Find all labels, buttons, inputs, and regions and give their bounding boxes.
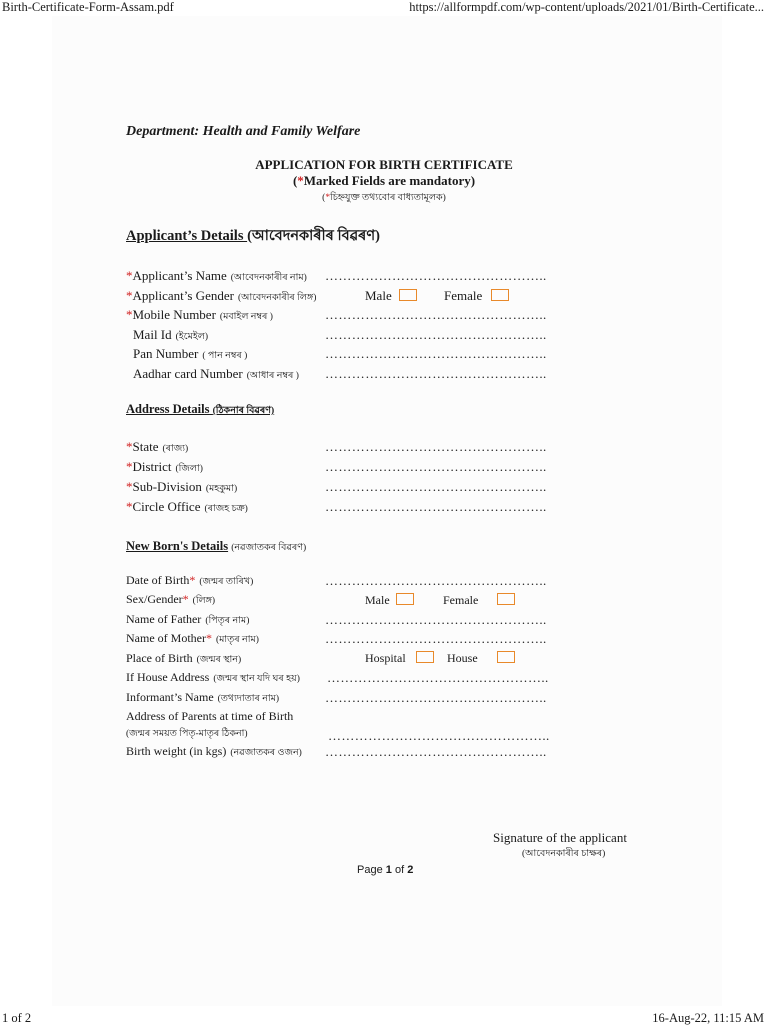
- fill-in-line[interactable]: …………………………………………..: [327, 670, 549, 685]
- applicant-female-checkbox[interactable]: [491, 289, 509, 301]
- field-label: Name of Mother* (মাতৃৰ নাম): [126, 631, 259, 645]
- mandatory-note-assamese: (*চিহ্নযুক্ত তথ্যবোৰ বাধ্যতামূলক): [322, 193, 446, 203]
- field-label: Aadhar card Number (আধাৰ নম্বৰ ): [133, 366, 299, 381]
- field-label: Mail Id (ইমেইল): [133, 327, 209, 342]
- signature-label-assamese: (আবেদনকাৰীৰ চাক্ষৰ): [522, 849, 606, 859]
- newborn-male-checkbox[interactable]: [396, 593, 414, 605]
- address-details-heading: Address Details (ঠিকনাৰ বিৱৰণ): [126, 402, 275, 416]
- field-label: If House Address (জন্মৰ স্থান যদি ঘৰ হয়): [126, 670, 300, 684]
- mandatory-star: *: [297, 173, 304, 188]
- fill-in-line[interactable]: …………………………………………..: [325, 612, 547, 627]
- applicant-male-checkbox[interactable]: [399, 289, 417, 301]
- page-indicator: Page 1 of 2: [357, 864, 414, 876]
- signature-label: Signature of the applicant: [493, 830, 627, 845]
- fill-in-line[interactable]: …………………………………………..: [325, 573, 547, 588]
- field-label: *Circle Office (ৰাজহ চক্ৰ): [126, 499, 248, 514]
- field-label: Birth weight (in kgs) (নৱজাতকৰ ওজন): [126, 744, 302, 758]
- applicant-male-label: Male: [365, 288, 392, 303]
- fill-in-line[interactable]: …………………………………………..: [325, 346, 547, 361]
- field-label: Place of Birth (জন্মৰ স্থান): [126, 651, 242, 665]
- fill-in-line[interactable]: …………………………………………..: [325, 459, 547, 474]
- place-house-checkbox[interactable]: [497, 651, 515, 663]
- field-label: Date of Birth* (জন্মৰ তাৰিখ): [126, 573, 254, 587]
- place-hospital-checkbox[interactable]: [416, 651, 434, 663]
- form-title: APPLICATION FOR BIRTH CERTIFICATE: [255, 157, 513, 172]
- department-title: Department: Health and Family Welfare: [126, 124, 361, 139]
- place-house-label: House: [447, 651, 478, 665]
- place-hospital-label: Hospital: [365, 651, 406, 665]
- fill-in-line[interactable]: …………………………………………..: [325, 690, 547, 705]
- field-label: *State (ৰাজ্য): [126, 439, 189, 454]
- newborn-male-label: Male: [365, 593, 390, 607]
- applicant-details-heading: Applicant’s Details (আবেদনকাৰীৰ বিৱৰণ): [126, 228, 380, 244]
- pdf-filename: Birth-Certificate-Form-Assam.pdf: [2, 0, 174, 14]
- pdf-url[interactable]: https://allformpdf.com/wp-content/uploads/2021/01/Birth-Certificate...: [409, 0, 764, 14]
- field-label: *Applicant’s Gender (আবেদনকাৰীৰ লিঙ্গ): [126, 288, 317, 303]
- field-label: Sex/Gender* (লিঙ্গ): [126, 592, 216, 606]
- fill-in-line[interactable]: …………………………………………..: [328, 728, 550, 743]
- fill-in-line[interactable]: …………………………………………..: [325, 499, 547, 514]
- fill-in-line[interactable]: …………………………………………..: [325, 366, 547, 381]
- field-label: Name of Father (পিতৃৰ নাম): [126, 612, 250, 626]
- fill-in-line[interactable]: …………………………………………..: [325, 439, 547, 454]
- fill-in-line[interactable]: …………………………………………..: [325, 307, 547, 322]
- field-label: *Sub-Division (মহকুমা): [126, 479, 238, 494]
- field-label: *Mobile Number (মবাইল নম্বৰ ): [126, 307, 273, 322]
- fill-in-line[interactable]: …………………………………………..: [325, 327, 547, 342]
- newborn-female-label: Female: [443, 593, 479, 607]
- print-page-count: 1 of 2: [2, 1011, 32, 1025]
- fill-in-line[interactable]: …………………………………………..: [325, 744, 547, 759]
- fill-in-line[interactable]: …………………………………………..: [325, 268, 547, 283]
- fill-in-line[interactable]: …………………………………………..: [325, 479, 547, 494]
- applicant-female-label: Female: [444, 288, 483, 303]
- field-label: Address of Parents at time of Birth (জন্মৰ সময়ত পিতৃ-মাতৃৰ ঠিকনা): [126, 709, 294, 739]
- field-label: Informant’s Name (তথ্যদাতাৰ নাম): [126, 690, 280, 704]
- field-label: Pan Number ( পান নম্বৰ ): [133, 346, 248, 361]
- print-timestamp: 16-Aug-22, 11:15 AM: [652, 1011, 764, 1025]
- field-label: *District (জিলা): [126, 459, 203, 474]
- field-label: *Applicant’s Name (আবেদনকাৰীৰ নাম): [126, 268, 307, 283]
- newborn-details-heading: New Born's Details (নৱজাতকৰ বিৱৰণ): [126, 539, 307, 553]
- newborn-female-checkbox[interactable]: [497, 593, 515, 605]
- mandatory-note: (*Marked Fields are mandatory): [292, 173, 476, 188]
- fill-in-line[interactable]: …………………………………………..: [325, 631, 547, 646]
